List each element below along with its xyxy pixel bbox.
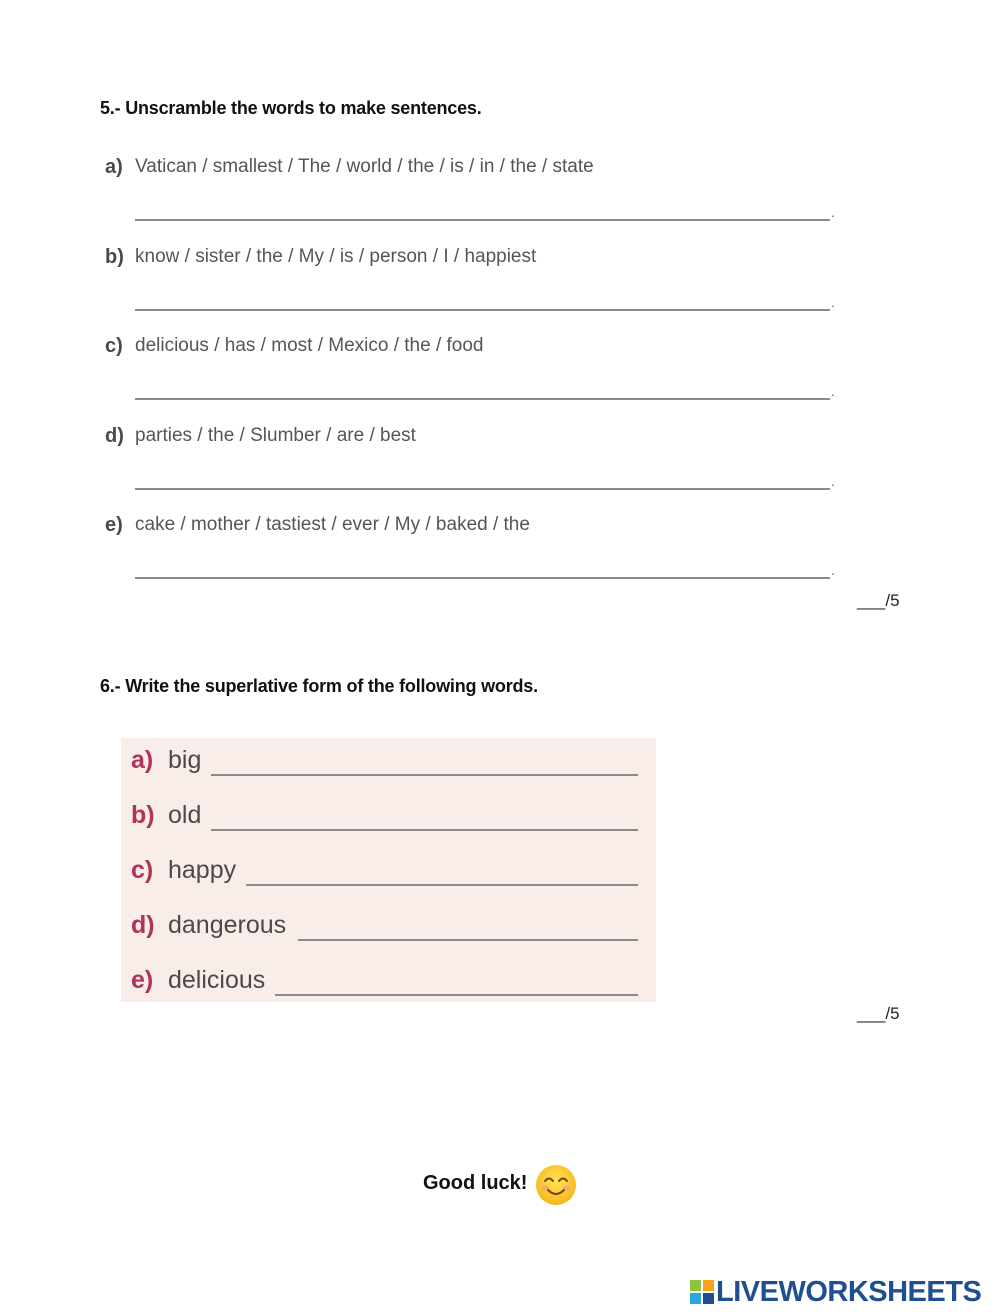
- superlative-item-a: [131, 740, 641, 780]
- base-word: happy: [168, 856, 237, 884]
- section-6-heading: 6.- Write the superlative form of the following words.: [100, 676, 538, 696]
- section-5-heading: 5.- Unscramble the words to make sentences.: [100, 98, 482, 118]
- line-end-period: .: [831, 294, 835, 310]
- superlative-box: [121, 738, 656, 1002]
- scramble-item-c: [105, 335, 845, 415]
- answer-input[interactable]: [135, 468, 830, 490]
- answer-input[interactable]: [135, 199, 830, 221]
- scrambled-words: cake / mother / tastiest / ever / My / baked / the: [135, 514, 530, 535]
- liveworksheets-logo: [690, 1276, 990, 1308]
- smiling-face-icon: [534, 1163, 578, 1207]
- base-word: dangerous: [168, 911, 287, 939]
- logo-text: LIVEWORKSHEETS: [716, 1276, 982, 1308]
- superlative-item-d: [131, 905, 641, 945]
- answer-input[interactable]: [275, 970, 638, 996]
- line-end-period: .: [831, 473, 835, 489]
- answer-input[interactable]: [211, 750, 638, 776]
- item-letter: c): [131, 856, 154, 884]
- item-letter: d): [131, 911, 155, 939]
- scramble-item-d: [105, 425, 845, 505]
- item-letter: c): [105, 335, 123, 357]
- item-letter: a): [105, 156, 123, 178]
- answer-input[interactable]: [135, 289, 830, 311]
- base-word: big: [168, 746, 202, 774]
- base-word: old: [168, 801, 202, 829]
- line-end-period: .: [831, 562, 835, 578]
- scrambled-words: Vatican / smallest / The / world / the / is / in / the / state: [135, 156, 594, 177]
- superlative-item-b: [131, 795, 641, 835]
- item-letter: b): [131, 801, 155, 829]
- answer-input[interactable]: [135, 557, 830, 579]
- answer-input[interactable]: [298, 915, 638, 941]
- item-letter: d): [105, 425, 124, 447]
- scrambled-words: know / sister / the / My / is / person / I / happiest: [135, 246, 537, 267]
- base-word: delicious: [168, 966, 266, 994]
- logo-grid-icon: [690, 1280, 714, 1304]
- scrambled-words: delicious / has / most / Mexico / the / food: [135, 335, 484, 356]
- answer-input[interactable]: [211, 805, 638, 831]
- scrambled-words: parties / the / Slumber / are / best: [135, 425, 416, 446]
- item-letter: a): [131, 746, 154, 774]
- item-letter: b): [105, 246, 124, 268]
- scramble-item-a: [105, 156, 845, 236]
- section-6-score: ___/5: [857, 1004, 900, 1023]
- line-end-period: .: [831, 204, 835, 220]
- scramble-item-b: [105, 246, 845, 326]
- line-end-period: .: [831, 383, 835, 399]
- good-luck-text: Good luck!: [423, 1172, 528, 1194]
- answer-input[interactable]: [246, 860, 638, 886]
- item-letter: e): [105, 514, 123, 536]
- item-letter: e): [131, 966, 154, 994]
- answer-input[interactable]: [135, 378, 830, 400]
- section-5-score: ___/5: [857, 591, 900, 610]
- superlative-item-e: [131, 960, 641, 1000]
- superlative-item-c: [131, 850, 641, 890]
- scramble-item-e: [105, 514, 845, 594]
